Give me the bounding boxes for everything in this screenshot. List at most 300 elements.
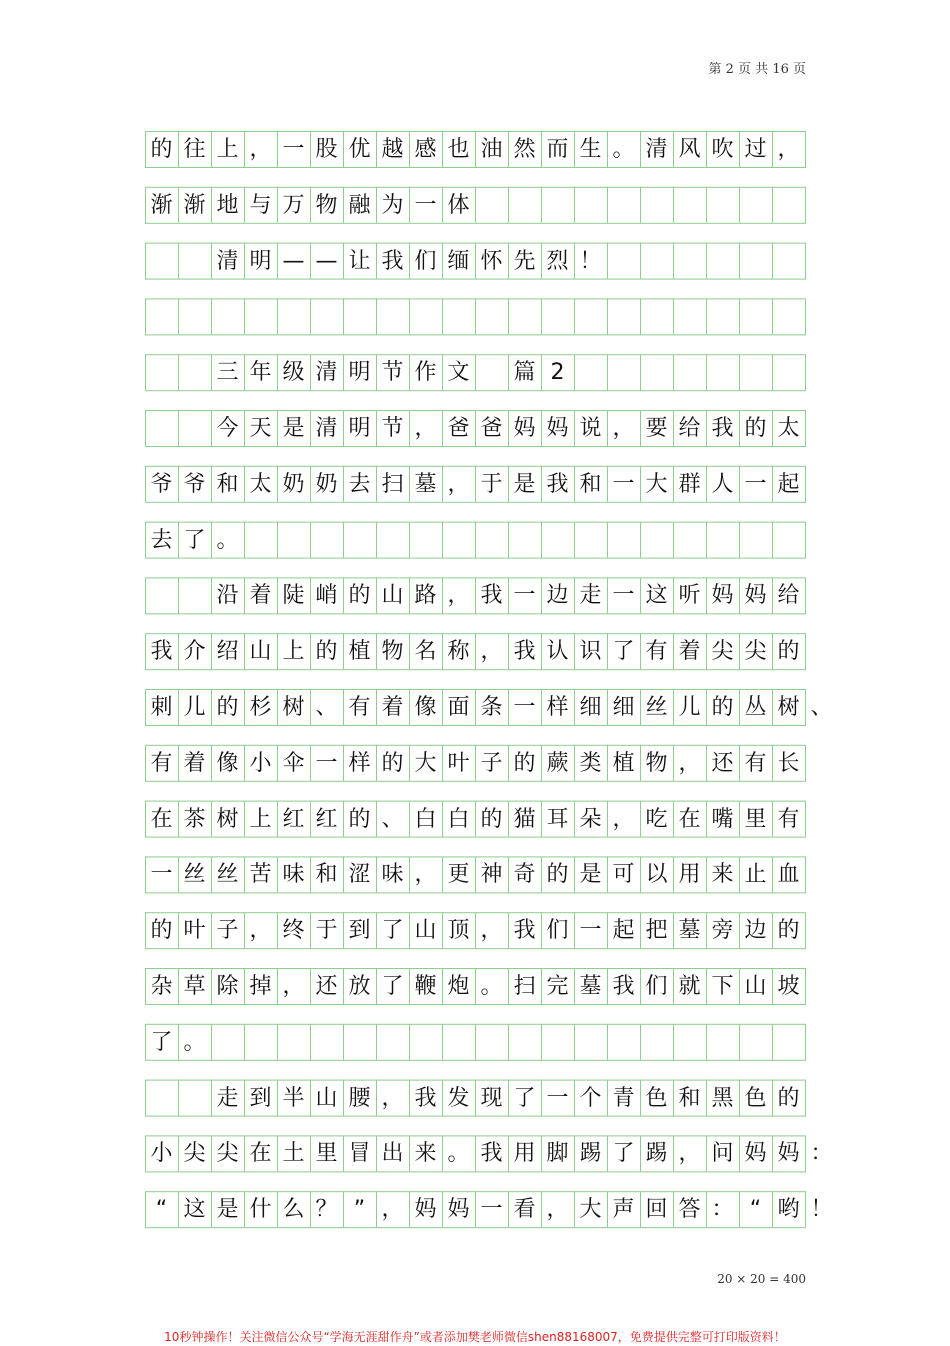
grid-char: 像 xyxy=(414,695,437,720)
grid-char xyxy=(475,354,508,390)
grid-char: 万 xyxy=(282,192,305,218)
grid-char: 鞭 xyxy=(414,974,437,999)
grid-char: 我 xyxy=(480,583,503,609)
grid-char: 条 xyxy=(480,695,503,720)
grid-row xyxy=(145,856,806,892)
grid-char: 了 xyxy=(612,1141,635,1167)
grid-char: 红 xyxy=(315,806,338,832)
grid-char: 爸 xyxy=(447,416,470,441)
grid-row xyxy=(145,912,806,948)
grid-char: 让 xyxy=(348,248,371,274)
grid-char: 。 xyxy=(447,1141,470,1167)
grid-char: 里 xyxy=(744,806,767,832)
grid-char: 去 xyxy=(150,527,173,553)
grid-char: 么 xyxy=(282,1197,305,1223)
grid-char: 在 xyxy=(249,1141,272,1167)
grid-char: 尖 xyxy=(744,639,767,665)
grid-char: ， xyxy=(612,806,635,832)
grid-char: 的 xyxy=(744,416,767,441)
grid-char: 往 xyxy=(183,137,206,162)
grid-char: 了 xyxy=(381,974,404,999)
grid-char: 有 xyxy=(150,750,173,776)
grid-char: 了 xyxy=(612,639,635,665)
grid-char: 丝 xyxy=(183,862,206,888)
grid-char: 一 xyxy=(282,137,305,162)
grid-row xyxy=(145,577,806,613)
grid-char: 掉 xyxy=(249,974,272,999)
grid-char: 听 xyxy=(678,583,701,609)
grid-char: 子 xyxy=(216,918,239,944)
grid-char: 的 xyxy=(777,639,800,665)
grid-char: 的 xyxy=(150,137,173,162)
grid-char: 大 xyxy=(414,750,437,776)
grid-char: 这 xyxy=(645,583,668,609)
grid-char: 篇 xyxy=(513,360,536,386)
grid-char: 了 xyxy=(183,527,206,553)
grid-char: 的 xyxy=(381,750,404,776)
grid-char: 白 xyxy=(414,806,437,832)
grid-char: 是 xyxy=(513,471,536,497)
grid-char: 可 xyxy=(612,862,635,888)
grid-char: 树 xyxy=(216,806,239,832)
grid-char: 除 xyxy=(216,974,239,999)
grid-char: 墓 xyxy=(579,974,602,999)
grid-char: 人 xyxy=(711,471,734,497)
grid-char: 上 xyxy=(216,137,239,162)
grid-char: 长 xyxy=(777,750,800,776)
grid-char: 山 xyxy=(315,1085,338,1111)
grid-char: 作 xyxy=(414,360,437,386)
grid-char: 声 xyxy=(612,1197,635,1223)
grid-char: 上 xyxy=(249,806,272,832)
grid-char: 红 xyxy=(282,806,305,832)
grid-char: 用 xyxy=(678,862,701,888)
grid-char xyxy=(145,410,178,446)
grid-char: 生 xyxy=(579,137,602,162)
grid-char: 妈 xyxy=(744,1141,767,1167)
grid-char: ？ xyxy=(315,1197,338,1223)
grid-char: 一 xyxy=(513,583,536,609)
grid-char: 融 xyxy=(348,192,371,218)
grid-char: ， xyxy=(447,583,470,609)
grid-char: 以 xyxy=(645,862,668,888)
grid-row xyxy=(145,1191,833,1227)
grid-char: 路 xyxy=(414,583,437,609)
grid-char: 还 xyxy=(315,974,338,999)
grid-char: 明 xyxy=(348,360,371,386)
grid-char: 现 xyxy=(480,1085,503,1111)
grid-char xyxy=(145,354,178,390)
grid-char: 上 xyxy=(282,639,305,665)
grid-char: 名 xyxy=(414,639,437,665)
grid-char: 三 xyxy=(216,360,239,386)
grid-char: 油 xyxy=(480,137,503,162)
grid-char: 小 xyxy=(150,1141,173,1167)
grid-char: 今 xyxy=(216,416,239,441)
grid-char: 一 xyxy=(612,583,635,609)
grid-char: 感 xyxy=(414,137,437,162)
grid-char: 更 xyxy=(447,862,470,888)
grid-char: ， xyxy=(612,416,635,441)
grid-char: 称 xyxy=(447,639,470,665)
grid-char: 着 xyxy=(183,750,206,776)
grid-char: 完 xyxy=(546,974,569,999)
grid-char: 陡 xyxy=(282,583,305,609)
grid-char: 苦 xyxy=(249,862,272,888)
grid-char: 、 xyxy=(810,695,833,720)
grid-char: 过 xyxy=(744,137,767,162)
grid-char: 妈 xyxy=(414,1197,437,1223)
grid-char: 一 xyxy=(546,1085,569,1111)
grid-row xyxy=(145,1024,806,1060)
grid-char: 了 xyxy=(513,1085,536,1111)
grid-char: ！ xyxy=(579,248,602,274)
grid-char: 把 xyxy=(645,918,668,944)
grid-char: 我 xyxy=(414,1085,437,1111)
grid-char: 走 xyxy=(579,583,602,609)
grid-char: 起 xyxy=(612,918,635,944)
grid-char: 问 xyxy=(711,1141,734,1167)
grid-char: 的 xyxy=(513,750,536,776)
grid-char: 去 xyxy=(348,471,371,497)
grid-char: 样 xyxy=(546,695,569,720)
grid-char xyxy=(178,243,211,279)
grid-char: ， xyxy=(414,416,437,441)
grid-char: 用 xyxy=(513,1141,536,1167)
grid-char: 树 xyxy=(777,695,800,720)
grid-char: 于 xyxy=(315,918,338,944)
grid-char: 明 xyxy=(249,248,272,274)
grid-char: 我 xyxy=(513,918,536,944)
grid-char: 要 xyxy=(645,416,668,441)
grid-char: 起 xyxy=(777,471,800,497)
grid-char: 妈 xyxy=(546,416,569,441)
grid-row xyxy=(145,633,806,669)
grid-row xyxy=(145,1135,833,1171)
grid-char: 和 xyxy=(315,862,338,888)
grid-char: 奶 xyxy=(315,471,338,497)
grid-char: 物 xyxy=(315,192,338,218)
grid-row xyxy=(145,522,806,558)
grid-char: 渐 xyxy=(183,192,206,218)
grid-char: 物 xyxy=(645,750,668,776)
grid-char: ， xyxy=(777,137,800,162)
grid-char: 给 xyxy=(678,416,701,441)
grid-char xyxy=(145,1080,178,1116)
grid-char: — xyxy=(282,248,305,274)
grid-char: 儿 xyxy=(678,695,701,720)
grid-char: 太 xyxy=(777,416,800,441)
grid-char: 越 xyxy=(381,137,404,162)
grid-char: ， xyxy=(480,918,503,944)
grid-char: 。 xyxy=(480,974,503,999)
grid-char: 文 xyxy=(447,360,470,386)
grid-char: 走 xyxy=(216,1085,239,1111)
grid-char: 的 xyxy=(777,918,800,944)
grid-char: 2 xyxy=(550,360,565,386)
grid-char: 的 xyxy=(150,918,173,944)
grid-char: 味 xyxy=(282,862,305,888)
grid-char: 腰 xyxy=(348,1085,371,1111)
grid-char: 朵 xyxy=(579,806,602,832)
grid-char: 土 xyxy=(282,1141,305,1167)
grid-char: 蕨 xyxy=(546,750,569,776)
grid-char xyxy=(145,577,178,613)
grid-char: 伞 xyxy=(282,750,305,776)
grid-char: 。 xyxy=(216,527,239,553)
grid-row xyxy=(145,968,806,1004)
grid-char: 级 xyxy=(282,360,305,386)
grid-char: 我 xyxy=(150,639,173,665)
grid-char: 认 xyxy=(546,639,569,665)
grid-char: 。 xyxy=(612,137,635,162)
grid-char: 一 xyxy=(414,192,437,218)
grid-char: 就 xyxy=(678,974,701,999)
grid-char: 血 xyxy=(777,862,800,888)
grid-char: 树 xyxy=(282,695,305,720)
grid-char: 在 xyxy=(678,806,701,832)
grid-char: 冒 xyxy=(348,1141,371,1167)
grid-char: 峭 xyxy=(315,583,338,609)
grid-char: 爷 xyxy=(150,471,173,497)
grid-char: 一 xyxy=(150,862,173,888)
grid-char: 我 xyxy=(513,639,536,665)
grid-row xyxy=(145,1080,806,1116)
grid-char: 止 xyxy=(744,862,767,888)
grid-char: 是 xyxy=(579,862,602,888)
grid-char: 来 xyxy=(414,1141,437,1167)
grid-char xyxy=(178,354,211,390)
grid-char: 山 xyxy=(744,974,767,999)
grid-char: 到 xyxy=(348,918,371,944)
grid-char: 妈 xyxy=(447,1197,470,1223)
grid-char: 妈 xyxy=(777,1141,800,1167)
grid-row xyxy=(145,410,806,446)
grid-char xyxy=(145,243,178,279)
grid-row xyxy=(145,131,806,167)
grid-char: 神 xyxy=(480,862,503,888)
grid-char: 着 xyxy=(249,583,272,609)
grid-char xyxy=(178,410,211,446)
grid-char: 有 xyxy=(645,639,668,665)
grid-char: 而 xyxy=(546,137,569,162)
grid-char: 妈 xyxy=(711,583,734,609)
grid-char: 大 xyxy=(645,471,668,497)
grid-char: 爸 xyxy=(480,416,503,441)
grid-char: 有 xyxy=(348,695,371,720)
grid-char: 哟 xyxy=(777,1197,800,1223)
grid-char: 刺 xyxy=(150,695,173,720)
grid-char: 子 xyxy=(480,750,503,776)
grid-char: 识 xyxy=(579,639,602,665)
grid-char: — xyxy=(315,248,338,274)
grid-char: 墓 xyxy=(414,471,437,497)
grid-char: 一 xyxy=(579,918,602,944)
grid-char: 我 xyxy=(711,416,734,441)
grid-char: 小 xyxy=(249,750,272,776)
grid-char: 黑 xyxy=(711,1085,734,1111)
grid-char: 有 xyxy=(744,750,767,776)
grid-char: 清 xyxy=(216,248,239,274)
grid-char: 然 xyxy=(513,137,536,162)
grid-char: 山 xyxy=(414,918,437,944)
grid-char: 我 xyxy=(546,471,569,497)
grid-char: 个 xyxy=(579,1085,602,1111)
grid-char: 了 xyxy=(150,1029,173,1055)
grid-char: 味 xyxy=(381,862,404,888)
grid-char: 嘴 xyxy=(711,806,734,832)
grid-char: 植 xyxy=(348,639,371,665)
grid-char: 叶 xyxy=(183,918,206,944)
page-indicator: 第 2 页 共 16 页 xyxy=(708,62,806,77)
grid-char: ： xyxy=(810,1141,833,1167)
grid-char: 一 xyxy=(480,1197,503,1223)
grid-row xyxy=(145,243,806,279)
grid-char: 清 xyxy=(315,360,338,386)
grid-char: 的 xyxy=(216,695,239,720)
grid-char: 的 xyxy=(546,862,569,888)
grid-lines xyxy=(145,112,806,1230)
grid-char: 和 xyxy=(216,471,239,497)
grid-char xyxy=(178,577,211,613)
grid-char: 儿 xyxy=(183,695,206,720)
grid-char: 色 xyxy=(645,1085,668,1111)
grid-char: 踢 xyxy=(645,1141,668,1167)
grid-char: 妈 xyxy=(513,416,536,441)
grid-char: 扫 xyxy=(513,974,536,999)
grid-char: 来 xyxy=(711,862,734,888)
grid-char: 爷 xyxy=(183,471,206,497)
grid-char: ” xyxy=(353,1197,366,1223)
grid-char: 绍 xyxy=(216,639,239,665)
grid-char: 山 xyxy=(381,583,404,609)
grid-char: 丝 xyxy=(645,695,668,720)
grid-size-label: 20 × 20 = 400 xyxy=(717,1272,806,1286)
grid-char: 类 xyxy=(579,750,602,776)
grid-char: 叶 xyxy=(447,750,470,776)
grid-char: 样 xyxy=(348,750,371,776)
grid-char: 地 xyxy=(216,192,239,218)
grid-char: 下 xyxy=(711,974,734,999)
grid-char: 发 xyxy=(447,1085,470,1111)
grid-row xyxy=(145,745,806,781)
grid-char: 缅 xyxy=(447,248,470,274)
grid-row xyxy=(145,187,806,223)
grid-char: ！ xyxy=(810,1197,833,1223)
grid-char: 尖 xyxy=(216,1141,239,1167)
grid-char: ， xyxy=(381,1085,404,1111)
grid-char: ， xyxy=(678,750,701,776)
grid-char: 沿 xyxy=(216,583,239,609)
grid-char: 白 xyxy=(447,806,470,832)
grid-char: 尖 xyxy=(711,639,734,665)
grid-char: 与 xyxy=(249,192,272,218)
grid-char: 。 xyxy=(183,1029,206,1055)
grid-char: 我 xyxy=(381,248,404,274)
grid-char: 、 xyxy=(315,695,338,720)
grid-row xyxy=(145,689,833,725)
grid-char: 旁 xyxy=(711,918,734,944)
grid-char: 一 xyxy=(315,750,338,776)
grid-char: ， xyxy=(249,137,272,162)
grid-char: 茶 xyxy=(183,806,206,832)
grid-char xyxy=(178,1080,211,1116)
grid-char: 物 xyxy=(381,639,404,665)
grid-char: 介 xyxy=(183,639,206,665)
grid-char: “ xyxy=(155,1197,168,1223)
grid-char: 脚 xyxy=(546,1141,569,1167)
grid-char: 烈 xyxy=(546,248,569,274)
grid-char: 扫 xyxy=(381,471,404,497)
grid-char: 着 xyxy=(678,639,701,665)
grid-char: 是 xyxy=(282,416,305,441)
grid-char: 里 xyxy=(315,1141,338,1167)
grid-char: 还 xyxy=(711,750,734,776)
grid-char: 终 xyxy=(282,918,305,944)
grid-row xyxy=(145,466,806,502)
grid-char: ， xyxy=(381,1197,404,1223)
grid-char: 怀 xyxy=(480,248,503,274)
grid-char: 清 xyxy=(315,416,338,441)
grid-char: 和 xyxy=(579,471,602,497)
grid-char: 色 xyxy=(744,1085,767,1111)
grid-char: 的 xyxy=(315,639,338,665)
grid-char: 也 xyxy=(447,137,470,162)
grid-char: 太 xyxy=(249,471,272,497)
grid-char: 年 xyxy=(249,360,272,386)
grid-char: ， xyxy=(480,639,503,665)
grid-char: 出 xyxy=(381,1141,404,1167)
grid-char: 答 xyxy=(678,1197,701,1223)
grid-char: 像 xyxy=(216,750,239,776)
grid-char: 和 xyxy=(678,1085,701,1111)
grid-char: 们 xyxy=(414,248,437,274)
grid-char: 于 xyxy=(480,471,503,497)
grid-char: 吹 xyxy=(711,137,734,162)
grid-char: 墓 xyxy=(678,918,701,944)
grid-char: 炮 xyxy=(447,974,470,999)
grid-char: 的 xyxy=(711,695,734,720)
grid-char: 涩 xyxy=(348,862,371,888)
grid-char: 风 xyxy=(678,137,701,162)
grid-char: 丛 xyxy=(744,695,767,720)
grid-char: 奶 xyxy=(282,471,305,497)
grid-char: 给 xyxy=(777,583,800,609)
grid-char: 半 xyxy=(282,1085,305,1111)
grid-char: 群 xyxy=(678,471,701,497)
grid-char: ， xyxy=(447,471,470,497)
grid-char: ， xyxy=(414,862,437,888)
grid-char: 我 xyxy=(612,974,635,999)
grid-row xyxy=(145,354,806,390)
grid-char: 细 xyxy=(612,695,635,720)
grid-char: 一 xyxy=(744,471,767,497)
grid-char: 明 xyxy=(348,416,371,441)
grid-char: 边 xyxy=(744,918,767,944)
footer-note: 10秒钟操作！关注微信公众号“学海无涯甜作舟”或者添加樊老师微信shen88168007，免费提供完整可打印版资料！ xyxy=(164,1330,786,1344)
grid-char: 的 xyxy=(348,806,371,832)
grid-char: 为 xyxy=(381,192,404,218)
grid-char: 、 xyxy=(381,806,404,832)
grid-char: 猫 xyxy=(513,806,536,832)
grid-char: 放 xyxy=(348,974,371,999)
grid-char: ， xyxy=(249,918,272,944)
grid-char: 大 xyxy=(579,1197,602,1223)
grid-char: 天 xyxy=(249,416,272,441)
grid-char: ： xyxy=(711,1197,734,1223)
grid-char: 们 xyxy=(546,918,569,944)
grid-char: ， xyxy=(678,1141,701,1167)
